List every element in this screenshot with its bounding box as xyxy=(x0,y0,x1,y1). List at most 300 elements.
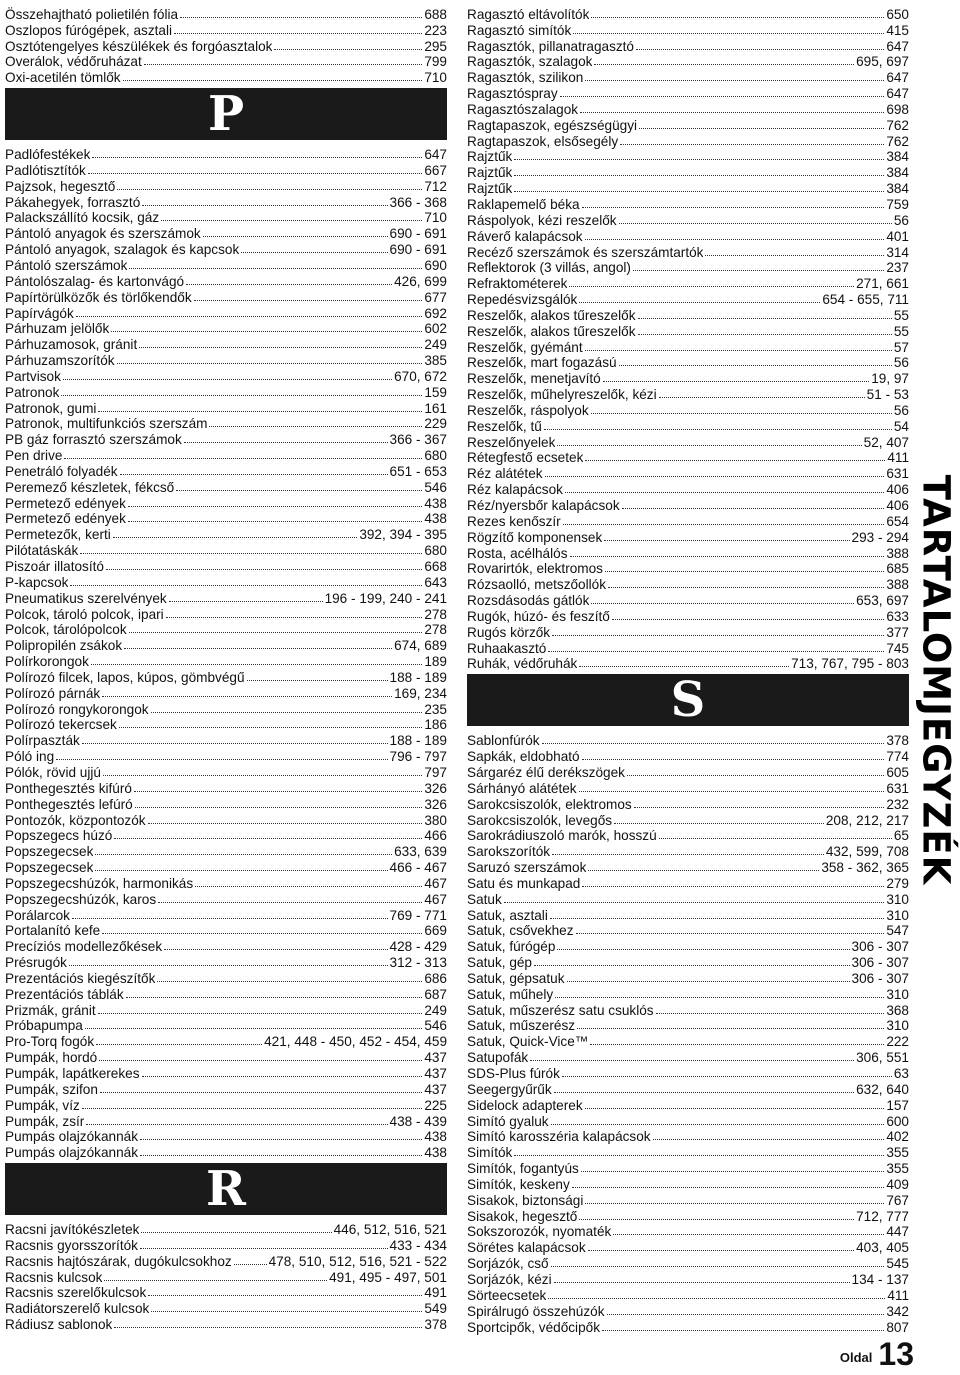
entry-term: Rózsaolló, metszőollók xyxy=(467,577,607,593)
dot-leader xyxy=(209,426,422,427)
entry-term: Pen drive xyxy=(5,448,63,464)
index-entry xyxy=(467,101,909,117)
index-entry xyxy=(467,1319,909,1335)
entry-pages: 384 xyxy=(886,165,909,181)
entry-pages: 466 xyxy=(424,828,447,844)
dot-leader xyxy=(166,617,423,618)
entry-term: Pumpás olajzókannák xyxy=(5,1145,138,1161)
entry-term: Satuk, gépsatuk xyxy=(467,970,565,986)
index-entry xyxy=(5,1316,447,1332)
entry-pages: 358 - 362, 365 xyxy=(821,860,909,876)
index-entry xyxy=(467,69,909,85)
dot-leader xyxy=(554,1092,854,1093)
dot-leader xyxy=(195,886,422,887)
dot-leader xyxy=(134,791,422,792)
entry-term: Rezes kenőszír xyxy=(467,513,561,529)
index-entry xyxy=(5,400,447,416)
index-entry xyxy=(467,1192,909,1208)
entry-term: Réz kalapácsok xyxy=(467,482,563,498)
dot-leader xyxy=(117,189,422,190)
entry-pages: 547 xyxy=(886,923,909,939)
entry-term: Padlótisztítók xyxy=(5,162,86,178)
index-entry xyxy=(467,1033,909,1049)
dot-leader xyxy=(119,727,422,728)
dot-leader xyxy=(158,902,422,903)
entry-term: Popszegecshúzók, harmonikás xyxy=(5,875,194,891)
entry-pages: 631 xyxy=(886,466,909,482)
entry-pages: 680 xyxy=(424,543,447,559)
entry-term: Sokszorozók, nyomaték xyxy=(467,1224,612,1240)
entry-term: Reszelők, tű xyxy=(467,418,542,434)
entry-pages: 65 xyxy=(893,828,909,844)
entry-pages: 692 xyxy=(424,305,447,321)
index-entry xyxy=(467,1144,909,1160)
dot-leader xyxy=(113,537,358,538)
index-entry xyxy=(5,273,447,289)
entry-pages: 196 - 199, 240 - 241 xyxy=(324,590,447,606)
entry-term: Ragasztók, szilikon xyxy=(467,70,584,86)
entry-pages: 680 xyxy=(424,448,447,464)
dot-leader xyxy=(585,460,885,461)
entry-pages: 51 - 53 xyxy=(866,387,909,403)
index-entry xyxy=(5,875,447,891)
entry-term: Reflektorok (3 villás, angol) xyxy=(467,260,631,276)
entry-term: Rosta, acélhálós xyxy=(467,545,568,561)
entry-pages: 409 xyxy=(886,1176,909,1192)
index-entry xyxy=(467,1176,909,1192)
dot-leader xyxy=(80,553,422,554)
entry-term: Sablonfúrók xyxy=(467,733,540,749)
index-entry xyxy=(5,701,447,717)
entry-term: Satupofák xyxy=(467,1050,529,1066)
index-entry xyxy=(5,38,447,54)
entry-pages: 306 - 307 xyxy=(851,955,909,971)
dot-leader xyxy=(579,302,820,303)
entry-term: Satuk, műszerész satu csuklós xyxy=(467,1002,654,1018)
index-entry xyxy=(467,1065,909,1081)
index-entry xyxy=(5,511,447,527)
entry-pages: 56 xyxy=(893,402,909,418)
entry-term: Réz alátétek xyxy=(467,466,543,482)
index-entry xyxy=(467,828,909,844)
index-entry xyxy=(467,812,909,828)
entry-pages: 432, 599, 708 xyxy=(825,844,909,860)
entry-term: Pumpák, víz xyxy=(5,1097,80,1113)
dot-leader xyxy=(562,1076,892,1077)
dot-leader xyxy=(86,1124,387,1125)
index-entry xyxy=(467,576,909,592)
index-entry xyxy=(5,384,447,400)
entry-pages: 667 xyxy=(424,162,447,178)
entry-pages: 685 xyxy=(886,561,909,577)
index-entry xyxy=(467,1018,909,1034)
entry-pages: 355 xyxy=(886,1161,909,1177)
entry-pages: 384 xyxy=(886,181,909,197)
section-title-text: TARTALOMJEGYZÉK xyxy=(914,474,958,886)
entry-pages: 406 xyxy=(886,498,909,513)
entry-pages: 647 xyxy=(886,70,909,86)
entry-pages: 225 xyxy=(424,1097,447,1113)
entry-term: Pántolószalag- és kartonvágó xyxy=(5,273,185,289)
dot-leader xyxy=(176,490,422,491)
index-entry xyxy=(5,1018,447,1034)
entry-term: Satuk, fúrógép xyxy=(467,939,556,955)
dot-leader xyxy=(111,331,422,332)
entry-pages: 56 xyxy=(893,212,909,228)
index-entry xyxy=(467,370,909,386)
index-entry xyxy=(467,1239,909,1255)
entry-term: Polírozó rongykorongok xyxy=(5,701,149,717)
entry-pages: 326 xyxy=(424,796,447,812)
entry-term: Sorjázók, cső xyxy=(467,1256,549,1272)
dot-leader xyxy=(638,318,892,319)
entry-pages: 437 xyxy=(424,1066,447,1081)
vertical-section-title xyxy=(912,470,960,890)
index-entry xyxy=(467,6,909,22)
dot-leader xyxy=(552,854,824,855)
entry-term: Reszelőnyelek xyxy=(467,434,556,450)
dot-leader xyxy=(95,854,392,855)
entry-pages: 710 xyxy=(424,70,447,86)
index-entry xyxy=(5,352,447,368)
entry-term: Rajztűk xyxy=(467,181,513,197)
entry-pages: 411 xyxy=(887,450,909,466)
index-entry xyxy=(467,907,909,923)
index-entry xyxy=(5,780,447,796)
entry-pages: 223 xyxy=(424,22,447,38)
index-entry xyxy=(467,875,909,891)
dot-leader xyxy=(151,712,423,713)
dot-leader xyxy=(151,1311,422,1312)
dot-leader xyxy=(585,239,885,240)
dot-leader xyxy=(614,823,824,824)
entry-term: Penetráló folyadék xyxy=(5,463,118,479)
index-entry xyxy=(467,212,909,228)
entry-pages: 674, 689 xyxy=(394,638,447,654)
dot-leader xyxy=(514,1155,884,1156)
entry-term: Rugós körzők xyxy=(467,624,551,640)
entry-term: Rajztűk xyxy=(467,165,513,181)
dot-leader xyxy=(591,603,854,604)
entry-pages: 633 xyxy=(886,608,909,624)
dot-leader xyxy=(563,524,885,525)
index-entry xyxy=(467,780,909,796)
entry-pages: 546 xyxy=(424,1018,447,1034)
entry-term: Satuk, Quick-Vice™ xyxy=(467,1034,589,1050)
entry-pages: 437 xyxy=(424,1081,447,1097)
index-entry xyxy=(467,1208,909,1224)
entry-term: Racsnis szerelőkulcsok xyxy=(5,1285,147,1301)
index-entry xyxy=(467,339,909,355)
dot-leader xyxy=(164,949,387,950)
entry-pages: 438 xyxy=(424,495,447,511)
index-entry xyxy=(467,970,909,986)
entry-pages: 161 xyxy=(424,400,447,416)
entry-pages: 478, 510, 512, 516, 521 - 522 xyxy=(268,1253,447,1269)
index-entry xyxy=(5,463,447,479)
index-entry xyxy=(5,574,447,590)
dot-leader xyxy=(117,363,423,364)
dot-leader xyxy=(579,666,789,667)
index-column-left xyxy=(5,6,447,1332)
entry-term: Sorjázók, kézi xyxy=(467,1271,552,1287)
entry-term: Oxi-acetilén tömlők xyxy=(5,70,121,86)
index-entry xyxy=(5,669,447,685)
entry-term: Réz/nyersbőr kalapácsok xyxy=(467,498,620,513)
entry-pages: 712, 777 xyxy=(856,1208,909,1224)
entry-pages: 767 xyxy=(886,1192,909,1208)
entry-term: Racsnis kulcsok xyxy=(5,1269,103,1285)
entry-pages: 712 xyxy=(424,178,447,194)
index-entry xyxy=(467,22,909,38)
entry-term: Ráspolyok, kézi reszelők xyxy=(467,212,617,228)
dot-leader xyxy=(633,270,884,271)
dot-leader xyxy=(128,506,422,507)
dot-leader xyxy=(551,1266,885,1267)
entry-pages: 159 xyxy=(424,384,447,400)
index-entry xyxy=(467,180,909,196)
dot-leader xyxy=(241,252,387,253)
entry-pages: 654 xyxy=(886,513,909,529)
entry-pages: 278 xyxy=(424,622,447,638)
entry-term: Reszelők, menetjavító xyxy=(467,371,601,387)
entry-pages: 310 xyxy=(886,891,909,907)
entry-term: Simító karosszéria kalapácsok xyxy=(467,1129,651,1145)
index-entry xyxy=(467,497,909,513)
entry-term: Ruhaakasztó xyxy=(467,640,547,656)
entry-term: Papírvágók xyxy=(5,305,74,321)
entry-pages: 388 xyxy=(886,545,909,561)
entry-term: Pajzsok, hegesztő xyxy=(5,178,116,194)
entry-term: Sörétes kalapácsok xyxy=(467,1240,586,1256)
dot-leader xyxy=(619,223,892,224)
entry-term: Sörteecsetek xyxy=(467,1287,547,1303)
entry-term: Satuk, asztali xyxy=(467,907,548,923)
dot-leader xyxy=(548,651,884,652)
entry-pages: 467 xyxy=(424,891,447,907)
dot-leader xyxy=(582,886,884,887)
dot-leader xyxy=(577,1028,884,1029)
entry-pages: 188 - 189 xyxy=(389,733,447,749)
index-entry xyxy=(5,447,447,463)
index-entry xyxy=(467,275,909,291)
index-column-right xyxy=(467,6,909,1335)
index-entry xyxy=(5,305,447,321)
entry-pages: 52, 407 xyxy=(863,434,909,450)
index-entry xyxy=(467,450,909,466)
dot-leader xyxy=(548,1298,885,1299)
entry-pages: 355 xyxy=(886,1145,909,1161)
dot-leader xyxy=(591,413,892,414)
dot-leader xyxy=(144,64,423,65)
dot-leader xyxy=(120,474,388,475)
dot-leader xyxy=(64,458,422,459)
entry-pages: 222 xyxy=(886,1034,909,1050)
dot-leader xyxy=(590,1044,884,1045)
entry-term: Polírkorongok xyxy=(5,654,89,670)
dot-leader xyxy=(186,284,392,285)
entry-pages: 402 xyxy=(886,1129,909,1145)
entry-term: Pumpás olajzókannák xyxy=(5,1129,138,1145)
dot-leader xyxy=(705,255,884,256)
entry-term: Pumpák, szifon xyxy=(5,1081,98,1097)
entry-term: Rögzítő komponensek xyxy=(467,529,603,545)
page-number xyxy=(839,1336,914,1372)
entry-term: Satu és munkapad xyxy=(467,875,581,891)
dot-leader xyxy=(140,1139,422,1140)
entry-term: Pontozók, központozók xyxy=(5,812,146,828)
index-entry xyxy=(5,1081,447,1097)
entry-pages: 157 xyxy=(886,1097,909,1113)
entry-pages: 650 xyxy=(886,6,909,22)
entry-pages: 491, 495 - 497, 501 xyxy=(329,1269,447,1285)
entry-term: Racsnis gyorsszorítók xyxy=(5,1237,138,1253)
index-entry xyxy=(467,1113,909,1129)
entry-pages: 249 xyxy=(424,1002,447,1018)
entry-pages: 411 xyxy=(887,1287,909,1303)
dot-leader xyxy=(602,1330,884,1331)
dot-leader xyxy=(588,1250,854,1251)
entry-pages: 690 xyxy=(424,257,447,273)
dot-leader xyxy=(140,1248,388,1249)
entry-term: Próbapumpa xyxy=(5,1018,83,1034)
entry-pages: 388 xyxy=(886,577,909,593)
dot-leader xyxy=(98,1013,423,1014)
entry-pages: 447 xyxy=(886,1224,909,1240)
entry-term: Sárhányó alátétek xyxy=(467,780,577,796)
index-entry xyxy=(467,843,909,859)
dot-leader xyxy=(659,838,892,839)
dot-leader xyxy=(545,476,885,477)
entry-pages: 668 xyxy=(424,559,447,574)
entry-pages: 796 - 797 xyxy=(389,749,447,765)
entry-pages: 762 xyxy=(886,133,909,149)
index-entry xyxy=(5,241,447,257)
entry-term: Pilótatáskák xyxy=(5,543,79,559)
entry-term: Sárgaréz élű derékszögek xyxy=(467,764,625,780)
dot-leader xyxy=(61,395,422,396)
dot-leader xyxy=(72,918,388,919)
entry-term: Sportcipők, védőcipők xyxy=(467,1319,600,1335)
dot-leader xyxy=(567,981,850,982)
entry-pages: 392, 394 - 395 xyxy=(359,527,447,543)
entry-term: Oszlopos fúrógépek, asztali xyxy=(5,22,172,38)
entry-term: Seegergyűrűk xyxy=(467,1081,552,1097)
entry-term: Reszelők, alakos tűreszelők xyxy=(467,307,636,323)
dot-leader xyxy=(581,1171,884,1172)
dot-leader xyxy=(570,556,885,557)
index-entry xyxy=(467,545,909,561)
index-entry xyxy=(5,938,447,954)
entry-term: Popszegecsek xyxy=(5,844,94,860)
entry-term: Rugók, húzó- és feszítő xyxy=(467,608,610,624)
entry-term: Ragtapaszok, elsősegély xyxy=(467,133,619,149)
entry-pages: 366 - 368 xyxy=(389,194,447,210)
entry-term: Polírozó párnák xyxy=(5,685,101,701)
index-entry xyxy=(467,465,909,481)
index-entry xyxy=(5,210,447,226)
entry-pages: 385 xyxy=(424,353,447,369)
entry-pages: 306 - 307 xyxy=(851,970,909,986)
entry-pages: 401 xyxy=(886,228,909,244)
entry-term: Sisakok, hegesztő xyxy=(467,1208,578,1224)
dot-leader xyxy=(126,997,423,998)
index-entry xyxy=(5,1269,447,1285)
index-entry xyxy=(467,656,909,672)
dot-leader xyxy=(184,442,388,443)
index-entry xyxy=(5,1002,447,1018)
entry-pages: 368 xyxy=(886,1002,909,1018)
entry-pages: 546 xyxy=(424,479,447,495)
index-entry xyxy=(467,1303,909,1319)
dot-leader xyxy=(551,1124,885,1125)
index-entry xyxy=(467,196,909,212)
entry-pages: 762 xyxy=(886,117,909,133)
dot-leader xyxy=(142,1076,423,1077)
index-entry xyxy=(467,640,909,656)
entry-pages: 545 xyxy=(886,1256,909,1272)
index-entry xyxy=(467,1049,909,1065)
entry-term: Pólók, rövid ujjú xyxy=(5,764,101,780)
entry-term: Spirálrugó összehúzók xyxy=(467,1303,605,1319)
dot-leader xyxy=(85,1028,422,1029)
index-entry xyxy=(467,748,909,764)
entry-pages: 310 xyxy=(886,1018,909,1034)
index-entry xyxy=(5,194,447,210)
index-entry xyxy=(5,1285,447,1301)
index-entry xyxy=(467,54,909,70)
entry-term: Satuk, gép xyxy=(467,955,532,971)
entry-pages: 605 xyxy=(886,764,909,780)
entry-term: Reszelők, alakos tűreszelők xyxy=(467,323,636,339)
entry-pages: 293 - 294 xyxy=(851,529,909,545)
index-entry xyxy=(467,891,909,907)
dot-leader xyxy=(627,775,884,776)
index-entry xyxy=(5,146,447,162)
entry-term: Sapkák, eldobható xyxy=(467,749,580,765)
entry-pages: 647 xyxy=(424,147,447,163)
entry-term: Recéző szerszámok és szerszámtartók xyxy=(467,244,704,260)
index-entry xyxy=(467,386,909,402)
dot-leader xyxy=(194,300,423,301)
index-entry xyxy=(5,6,447,22)
dot-leader xyxy=(588,870,819,871)
index-entry xyxy=(467,38,909,54)
dot-leader xyxy=(56,759,387,760)
entry-pages: 229 xyxy=(424,416,447,432)
dot-leader xyxy=(63,379,392,380)
dot-leader xyxy=(534,965,850,966)
entry-term: Reszelők, műhelyreszelők, kézi xyxy=(467,387,657,403)
index-entry xyxy=(467,1097,909,1113)
entry-pages: 186 xyxy=(424,717,447,733)
index-entry xyxy=(467,529,909,545)
dot-leader xyxy=(582,207,885,208)
entry-term: Polipropilén zsákok xyxy=(5,638,123,654)
dot-leader xyxy=(585,1203,884,1204)
index-entry xyxy=(5,907,447,923)
entry-pages: 169, 234 xyxy=(394,685,447,701)
entry-term: Simító gyaluk xyxy=(467,1113,549,1129)
index-entry xyxy=(467,732,909,748)
dot-leader xyxy=(634,807,885,808)
dot-leader xyxy=(129,268,422,269)
dot-leader xyxy=(560,96,885,97)
dot-leader xyxy=(123,80,423,81)
dot-leader xyxy=(607,1314,885,1315)
dot-leader xyxy=(148,1295,422,1296)
entry-term: Satuk xyxy=(467,891,502,907)
